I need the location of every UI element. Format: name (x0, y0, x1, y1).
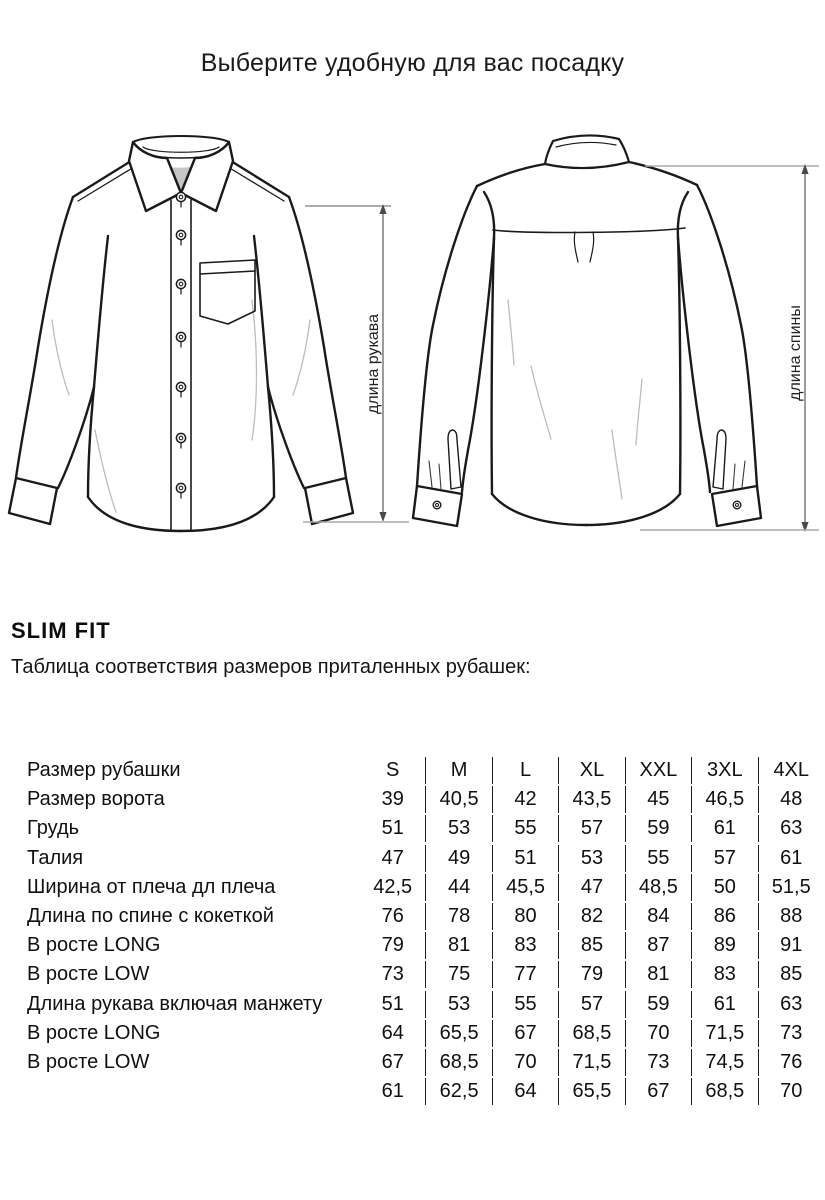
size-cell: 50 (691, 874, 757, 901)
size-cell: 63 (758, 815, 824, 842)
size-cell: 59 (625, 815, 691, 842)
front-placket (171, 200, 191, 531)
back-crease-lines (508, 300, 642, 499)
size-cell: 40,5 (425, 786, 491, 813)
row-label: Размер ворота (27, 788, 165, 811)
table-row (27, 874, 824, 901)
button (176, 332, 185, 347)
back-length-dimension (640, 164, 819, 532)
front-left-cuff (9, 478, 57, 524)
size-cell: S (386, 759, 400, 781)
table-row (27, 815, 824, 842)
row-label: В росте LONG (27, 1021, 161, 1044)
size-cell: M (425, 757, 491, 784)
back-collar (545, 135, 629, 168)
size-cell: 79 (558, 961, 624, 988)
sleeve-length-label: длина рукава (365, 314, 382, 414)
row-label: Длина по спине с кокеткой (27, 904, 274, 927)
size-cell: 48 (758, 786, 824, 813)
table-row (27, 903, 824, 930)
size-cell: 65,5 (425, 1020, 491, 1047)
table-row (27, 1049, 824, 1076)
size-cell: 44 (425, 874, 491, 901)
size-cell: 57 (558, 991, 624, 1018)
size-cell: 87 (625, 932, 691, 959)
back-shirt-drawing (413, 135, 761, 526)
row-label: В росте LOW (27, 963, 150, 986)
size-cell: 77 (492, 961, 558, 988)
back-body-outline (492, 238, 494, 494)
size-cell: 3XL (691, 757, 757, 784)
size-cell: 39 (381, 788, 404, 811)
size-cell: 55 (492, 991, 558, 1018)
row-label: Талия (27, 846, 84, 869)
size-cell: 73 (758, 1020, 824, 1047)
size-cell: 67 (381, 1050, 404, 1073)
front-right-cuff (305, 478, 353, 524)
size-cell: 76 (381, 904, 404, 927)
size-cell: 45,5 (492, 874, 558, 901)
size-cell: 73 (625, 1049, 691, 1076)
size-cell: 59 (625, 991, 691, 1018)
table-row (27, 845, 824, 872)
size-cell: 64 (381, 1021, 404, 1044)
size-cell: 70 (758, 1078, 824, 1105)
size-cell: 48,5 (625, 874, 691, 901)
size-cell: 70 (625, 1020, 691, 1047)
table-row (27, 932, 824, 959)
size-cell: 53 (425, 815, 491, 842)
size-cell: 83 (691, 961, 757, 988)
size-cell: 82 (558, 903, 624, 930)
size-cell: 86 (691, 903, 757, 930)
back-left-sleeve-placket (448, 430, 461, 489)
size-cell: 85 (758, 961, 824, 988)
size-cell: 78 (425, 903, 491, 930)
cuff-button (433, 501, 441, 509)
size-cell: 84 (625, 903, 691, 930)
back-yoke-seam (493, 228, 685, 232)
back-length-label: длина спины (787, 305, 804, 401)
size-cell: 42 (492, 786, 558, 813)
table-row (27, 991, 824, 1018)
size-cell: 63 (758, 991, 824, 1018)
sleeve-length-dimension (303, 204, 409, 522)
size-cell: 83 (492, 932, 558, 959)
size-cell: 61 (691, 991, 757, 1018)
row-label: В росте LOW (27, 1050, 150, 1073)
size-cell: 51 (492, 845, 558, 872)
size-cell: 91 (758, 932, 824, 959)
size-cell: 43,5 (558, 786, 624, 813)
size-cell: 71,5 (691, 1020, 757, 1047)
size-cell: 51 (381, 992, 404, 1015)
page-title: Выберите удобную для вас посадку (200, 49, 625, 77)
row-label: Длина рукава включая манжету (27, 992, 323, 1015)
size-table (27, 757, 824, 1107)
front-buttons (176, 192, 185, 498)
size-cell: 42,5 (373, 875, 413, 898)
back-left-sleeve (417, 186, 477, 486)
size-cell: 75 (425, 961, 491, 988)
fit-heading: SLIM FIT (11, 618, 111, 643)
size-cell: 70 (492, 1049, 558, 1076)
size-cell: 47 (558, 874, 624, 901)
back-pleat-lines (574, 232, 593, 262)
row-label: В росте LONG (27, 934, 161, 957)
size-cell: 53 (425, 991, 491, 1018)
size-cell: 81 (425, 932, 491, 959)
button (176, 483, 185, 498)
size-cell: 57 (558, 815, 624, 842)
size-cell: 68,5 (691, 1078, 757, 1105)
row-label: Грудь (27, 817, 80, 840)
size-cell: 89 (691, 932, 757, 959)
size-cell: 62,5 (425, 1078, 491, 1105)
cuff-button (733, 501, 741, 509)
front-right-sleeve (289, 197, 346, 478)
button (176, 192, 185, 207)
table-row (27, 1078, 824, 1105)
size-cell: 67 (625, 1078, 691, 1105)
size-cell: 51 (381, 817, 404, 840)
size-cell: 4XL (758, 757, 824, 784)
row-label: Ширина от плеча дл плеча (27, 875, 276, 898)
size-cell: 51,5 (758, 874, 824, 901)
size-cell: 46,5 (691, 786, 757, 813)
arrow-down-icon (379, 512, 386, 522)
size-cell: 76 (758, 1049, 824, 1076)
table-subtitle: Таблица соответствия размеров приталенных рубашек: (11, 656, 531, 678)
chest-pocket (200, 260, 255, 324)
size-cell: 71,5 (558, 1049, 624, 1076)
size-cell: 80 (492, 903, 558, 930)
shirt-diagram (0, 130, 825, 560)
front-shirt-drawing (9, 136, 353, 531)
size-cell: 85 (558, 932, 624, 959)
table-row (27, 757, 824, 784)
size-cell: 53 (558, 845, 624, 872)
size-cell: 57 (691, 845, 757, 872)
size-cell: 68,5 (425, 1049, 491, 1076)
size-cell: L (492, 757, 558, 784)
size-cell: 65,5 (558, 1078, 624, 1105)
table-row (27, 1020, 824, 1047)
size-cell: 74,5 (691, 1049, 757, 1076)
size-cell: 61 (691, 815, 757, 842)
size-cell: 88 (758, 903, 824, 930)
size-cell: 47 (381, 846, 404, 869)
size-cell: XL (558, 757, 624, 784)
button (176, 279, 185, 294)
size-cell: 81 (625, 961, 691, 988)
row-label: Размер рубашки (27, 759, 181, 781)
button (176, 433, 185, 448)
size-cell: 49 (425, 845, 491, 872)
size-cell: 61 (758, 845, 824, 872)
size-cell: 45 (625, 786, 691, 813)
size-cell: 67 (492, 1020, 558, 1047)
size-cell: 79 (381, 934, 404, 957)
size-cell: 61 (381, 1080, 404, 1103)
table-row (27, 786, 824, 813)
size-cell: 55 (492, 815, 558, 842)
size-cell: 55 (625, 845, 691, 872)
button (176, 230, 185, 245)
table-row (27, 961, 824, 988)
size-cell: 73 (381, 963, 404, 986)
back-right-sleeve (697, 185, 757, 486)
back-right-sleeve-placket (713, 430, 726, 489)
front-left-sleeve (16, 197, 73, 478)
size-cell: XXL (625, 757, 691, 784)
button (176, 382, 185, 397)
size-cell: 68,5 (558, 1020, 624, 1047)
size-cell: 64 (492, 1078, 558, 1105)
